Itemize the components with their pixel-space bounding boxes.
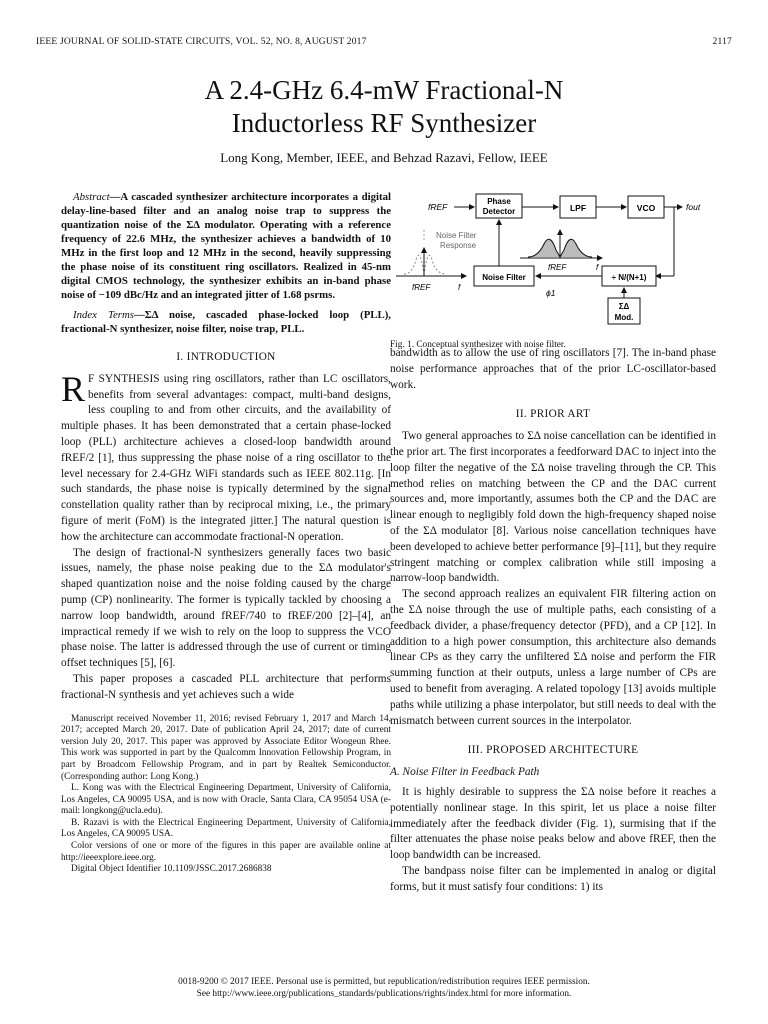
abstract-label: Abstract (73, 191, 110, 203)
title-line-1: A 2.4-GHz 6.4-mW Fractional-N (204, 75, 564, 105)
footnote-doi: Digital Object Identifier 10.1109/JSSC.2017.2686838 (71, 864, 272, 875)
index-terms-text: ΣΔ noise, cascaded phase-locked loop (PLL), fractional-N synthesizer, noise filter, noise trap, PLL. (61, 309, 391, 335)
footnotes (61, 714, 391, 876)
footnote-manuscript: Manuscript received November 11, 2016; revised February 1, 2017 and March 14, 2017; accepted March 20, 2017. Date of publication April 24, 2017; date of current version July 20, 2017. This paper was approved by Associate Editor Woogeun Rhee. This work was supported in part by the Qualcomm Innovation Fellowship Program, in part by Broadcom Fellowship Program, and in part by Realtek Semiconductor. (Corresponding author: Long Kong.) (61, 713, 391, 782)
sigma-delta-label-2: Mod. (614, 313, 634, 322)
vco-label: VCO (636, 203, 656, 213)
figure-caption: Fig. 1. Conceptual synthesizer with noise filter. (390, 339, 566, 350)
intro-p1-text: F SYNTHESIS using ring oscillators, rather than LC oscillators, benefits from several advantages: compact, multi-band designs, less coupling to and from other circuits, and the availability of multiple phases. It has been demonstrated that a certain phase-locked loop (PLL) architecture achieves a closed-loop bandwidth around fREF/2 [1], thus suppressing the phase noise of a ring oscillator to the level necessary for 2.4-GHz WiFi standards such as IEEE 802.11g. [In such standards, the phase noise is typically determined by the signal constellation quality rather than by reciprocal mixing, i.e., the primary figure of merit (FoM) is the integrated jitter.] The natural question is how the architecture can accommodate fractional-N operation. (61, 372, 391, 543)
intro-paragraph-3: This paper proposes a cascaded PLL architecture that performs fractional-N synthesis and yet achieves such a wide (61, 672, 391, 701)
authors: Long Kong, Member, IEEE, and Behzad Razavi, Fellow, IEEE (220, 150, 548, 165)
prior-art-paragraph-1: Two general approaches to ΣΔ noise cancellation can be identified in the prior art. The first incorporates a feedforward DAC to inject into the loop filter the negative of the ΣΔ noise traveling through the CP. This method relies on matching between the CP and the DAC current sources and, more importantly, assumes both the CP and the DAC are linear enough to negligibly fold down the high-frequency shaped noise of the ΣΔ modulator [8]. Various noise cancellation techniques have been developed to achieve better performance [9]–[11], but they require stringent matching or complex calibration while still imposing a narrow-loop bandwidth. (390, 430, 716, 585)
noise-filter-label: Noise Filter (482, 273, 526, 282)
index-terms-label: Index Terms (73, 309, 134, 321)
fref-middle-label: fREF (548, 263, 567, 272)
section-2-heading: II. PRIOR ART (515, 408, 591, 421)
block-diagram (390, 190, 716, 330)
fref-input-label: fREF (428, 202, 448, 212)
figure-1 (390, 190, 716, 350)
phi1-label: ϕ1 (546, 288, 556, 298)
abstract: Abstract—A cascaded synthesizer architecture incorporates a digital delay-line-based filter and an analog noise trap to suppress the quantization noise of the ΣΔ modulator. Operating with a reference frequency of 22.6 MHz, the synthesizer achieves a bandwidth of 10 MHz in the first loop and 12 MHz in the second, heavily suppressing the phase noise of its constituent ring oscillators. Realized in 45-nm digital CMOS technology, the synthesizer exhibits an in-band phase noise of −109 dBc/Hz and an integrated jitter of 1.68 psrms. (61, 191, 391, 301)
copyright-line-1: 0018-9200 © 2017 IEEE. Personal use is permitted, but republication/redistribution requires IEEE permission. (178, 977, 590, 987)
architecture-paragraph-1: It is highly desirable to suppress the ΣΔ noise before it reaches a potentially nonlinear stage. In this spirit, let us place a noise filter immediately after the feedback divider (Fig. 1), surmising that if the filter attenuates the phase noise peaks below and above fREF, then the loop bandwidth can be increased. (390, 785, 716, 862)
section-3-heading: III. PROPOSED ARCHITECTURE (467, 744, 639, 757)
phase-detector-label-1: Phase (487, 197, 511, 206)
architecture-paragraph-2: The bandpass noise filter can be implemented in analog or digital forms, but it must satisfy four conditions: 1) its (390, 864, 716, 893)
prior-art-paragraph-2: The second approach realizes an equivalent FIR filtering action on the ΣΔ noise through the use of multiple paths, each consisting of a feedback divider, a phase/frequency detector (PFD), and a CP [12]. In addition to a high power consumption, this architecture also demands linear CPs as they carry the unfiltered ΣΔ noise and perform the FIR summing function at their outputs, unless a large number of CPs are used to benefit from averaging. A related topology [13] avoids multiple paths while utilizing a phase interpolator, but still needs to deal with the mismatch between current sources in the interpolator. (390, 588, 716, 727)
lpf-label: LPF (569, 203, 587, 213)
journal-name: IEEE JOURNAL OF SOLID-STATE CIRCUITS, VOL. 52, NO. 8, AUGUST 2017 (36, 37, 367, 47)
page-number: 2117 (712, 37, 732, 47)
fout-label: fout (686, 202, 701, 212)
f-left-label: f (458, 283, 461, 292)
filter-response-label-2: Response (440, 241, 477, 250)
left-column (61, 190, 391, 876)
intro-paragraph-2: The design of fractional-N synthesizers generally faces two basic issues, namely, the phase noise peaking due to the ΣΔ modulator's shaped quantization noise and the noise folding caused by the charge pump (CP) nonlinearity. The former is typically tackled by choosing a narrow loop bandwidth, around fREF/740 to fREF/200 [2]–[4], an impractical remedy if we wish to rely on the loop to suppress the VCO phase noise. The latter is addressed through the use of current or timing offset techniques [5], [6]. (61, 546, 391, 670)
footnote-razavi: B. Razavi is with the Electrical Engineering Department, University of California, Los Angeles, CA 90095 USA. (61, 817, 391, 840)
footnote-kong: L. Kong was with the Electrical Engineering Department, University of California, Los Angeles, CA 90095 USA, and is now with Oracle, Santa Clara, CA 95054 USA (e-mail: longkong@ucla.edu). (61, 783, 391, 817)
copyright-notice (0, 976, 768, 1000)
abstract-text: A cascaded synthesizer architecture incorporates a digital delay-line-based filter and an analog noise trap to suppress the quantization noise of the ΣΔ modulator. Operating with a reference frequency of 22.6 MHz, the synthesizer achieves a bandwidth of 10 MHz in the first loop and 12 MHz in the second, heavily suppressing the phase noise of its constituent ring oscillators. Realized in 45-nm digital CMOS technology, the synthesizer exhibits an in-band phase noise of −109 dBc/Hz and an integrated jitter of 1.68 psrms. (61, 191, 391, 301)
intro-continuation: bandwidth as to allow the use of ring oscillators [7]. The in-band phase noise performance approaches that of the prior LC-oscillator-based work. (390, 347, 716, 391)
subsection-a-heading: A. Noise Filter in Feedback Path (390, 766, 540, 779)
index-terms: Index Terms—ΣΔ noise, cascaded phase-locked loop (PLL), fractional-N synthesizer, noise filter, noise trap, PLL. (61, 309, 391, 335)
divider-label: ÷ N/(N+1) (611, 273, 647, 282)
intro-paragraph-1 (61, 368, 391, 546)
footnote-color: Color versions of one or more of the figures in this paper are available online at http://ieeexplore.ieee.org. (61, 841, 391, 863)
f-middle-label: f (596, 263, 599, 272)
section-1-heading: I. INTRODUCTION (176, 351, 276, 363)
copyright-line-2: See http://www.ieee.org/publications_standards/publications/rights/index.html for more information. (196, 989, 572, 999)
paper-title (0, 74, 768, 140)
title-line-2: Inductorless RF Synthesizer (231, 108, 537, 138)
right-column (390, 190, 716, 896)
fref-left-label: fREF (412, 283, 431, 292)
filter-response-label-1: Noise Filter (436, 231, 477, 240)
drop-cap: R (61, 368, 86, 409)
sigma-delta-label-1: ΣΔ (618, 302, 630, 311)
phase-detector-label-2: Detector (482, 207, 516, 216)
